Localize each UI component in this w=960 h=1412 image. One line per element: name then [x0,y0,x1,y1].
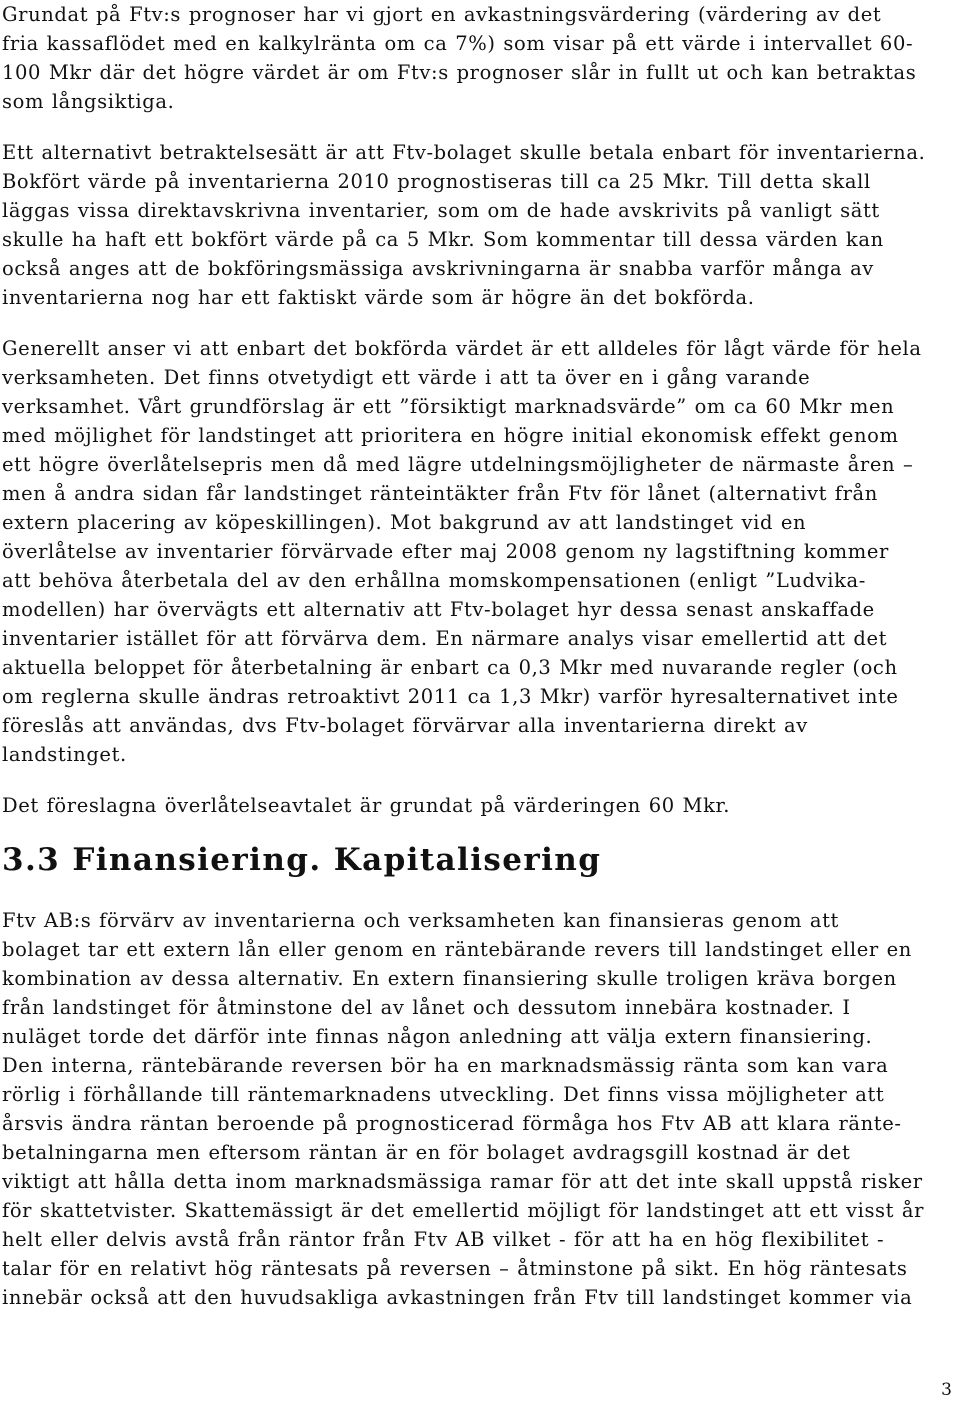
paragraph-line: innebär också att den huvudsakliga avkastningen från Ftv till landstinget kommer via [2,1286,913,1309]
paragraph-line: talar för en relativt hög räntesats på reversen – åtminstone på sikt. En hög räntesats [2,1257,908,1280]
section-heading: 3.3 Finansiering. Kapitalisering [2,842,602,878]
paragraph-line: helt eller delvis avstå från räntor från Ftv AB vilket - för att ha en hög flexibilitet - [2,1228,885,1251]
paragraph-line: kombination av dessa alternativ. En extern finansiering skulle troligen kräva borgen [2,967,897,990]
paragraph-line: inventarier istället för att förvärva dem. En närmare analys visar emellertid att det [2,627,888,650]
paragraph-line: också anges att de bokföringsmässiga avskrivningarna är snabba varför många av [2,257,874,280]
paragraph-line: modellen) har övervägts ett alternativ att Ftv-bolaget hyr dessa senast anskaffade [2,598,875,621]
paragraph-line: nuläget torde det därför inte finnas någon anledning att välja extern finansiering. [2,1025,873,1048]
paragraph-line: överlåtelse av inventarier förvärvade efter maj 2008 genom ny lagstiftning kommer [2,540,889,563]
paragraph-line: Generellt anser vi att enbart det bokförda värdet är ett alldeles för lågt värde för hela [2,337,922,360]
paragraph-line: aktuella beloppet för återbetalning är enbart ca 0,3 Mkr med nuvarande regler (och [2,656,898,679]
paragraph-p5 [2,906,954,1312]
paragraph-line: 100 Mkr där det högre värdet är om Ftv:s prognoser slår in fullt ut och kan betraktas [2,61,917,84]
text-block-valuation [2,0,954,820]
paragraph-line: viktigt att hålla detta inom marknadsmässiga ramar för att det inte skall uppstå risker [2,1170,923,1193]
paragraph-line: landstinget. [2,743,127,766]
paragraph-p1 [2,0,954,116]
paragraph-p2 [2,138,954,312]
text-block-financing [2,906,954,1312]
paragraph-line: men å andra sidan får landstinget ränteintäkter från Ftv för lånet (alternativt från [2,482,878,505]
paragraph-line: fria kassaflödet med en kalkylränta om ca 7%) som visar på ett värde i intervallet 60- [2,32,914,55]
paragraph-line: om reglerna skulle ändras retroaktivt 2011 ca 1,3 Mkr) varför hyresalternativet inte [2,685,899,708]
paragraph-line: Den interna, räntebärande reversen bör ha en marknadsmässig ränta som kan vara [2,1054,889,1077]
paragraph-line: rörlig i förhållande till räntemarknadens utveckling. Det finns vissa möjligheter att [2,1083,885,1106]
paragraph-line: Det föreslagna överlåtelseavtalet är grundat på värderingen 60 Mkr. [2,794,731,817]
paragraph-p3 [2,334,954,769]
paragraph-line: verksamhet. Vårt grundförslag är ett ”försiktigt marknadsvärde” om ca 60 Mkr men [2,395,895,418]
paragraph-line: med möjlighet för landstinget att prioritera en högre initial ekonomisk effekt genom [2,424,899,447]
paragraph-line: att behöva återbetala del av den erhållna momskompensationen (enligt ”Ludvika- [2,569,866,592]
paragraph-line: Grundat på Ftv:s prognoser har vi gjort en avkastningsvärdering (värdering av det [2,3,882,26]
paragraph-line: inventarierna nog har ett faktiskt värde som är högre än det bokförda. [2,286,755,309]
paragraph-line: Ett alternativt betraktelsesätt är att Ftv-bolaget skulle betala enbart för inventarierna. [2,141,926,164]
paragraph-line: Ftv AB:s förvärv av inventarierna och verksamheten kan finansieras genom att [2,909,839,932]
paragraph-line: extern placering av köpeskillingen). Mot bakgrund av att landstinget vid en [2,511,807,534]
paragraph-line: som långsiktiga. [2,90,175,113]
paragraph-line: föreslås att användas, dvs Ftv-bolaget förvärvar alla inventarierna direkt av [2,714,808,737]
paragraph-line: Bokfört värde på inventarierna 2010 prognostiseras till ca 25 Mkr. Till detta skall [2,170,871,193]
paragraph-line: för skattetvister. Skattemässigt är det emellertid möjligt för landstinget att ett visst år [2,1199,925,1222]
paragraph-line: från landstinget för åtminstone del av lånet och dessutom innebära kostnader. I [2,996,851,1019]
page-number: 3 [941,1380,952,1400]
paragraph-line: läggas vissa direktavskrivna inventarier, som om de hade avskrivits på vanligt sätt [2,199,880,222]
paragraph-line: betalningarna men eftersom räntan är en för bolaget avdragsgill kostnad är det [2,1141,851,1164]
paragraph-line: årsvis ändra räntan beroende på prognosticerad förmåga hos Ftv AB att klara ränte- [2,1112,902,1135]
paragraph-line: verksamheten. Det finns otvetydigt ett värde i att ta över en i gång varande [2,366,811,389]
paragraph-line: bolaget tar ett extern lån eller genom en räntebärande revers till landstinget eller en [2,938,912,961]
document-body [2,0,954,1334]
paragraph-line: skulle ha haft ett bokfört värde på ca 5 Mkr. Som kommentar till dessa värden kan [2,228,884,251]
paragraph-line: ett högre överlåtelsepris men då med lägre utdelningsmöjligheter de närmaste åren – [2,453,914,476]
paragraph-p4 [2,791,954,820]
